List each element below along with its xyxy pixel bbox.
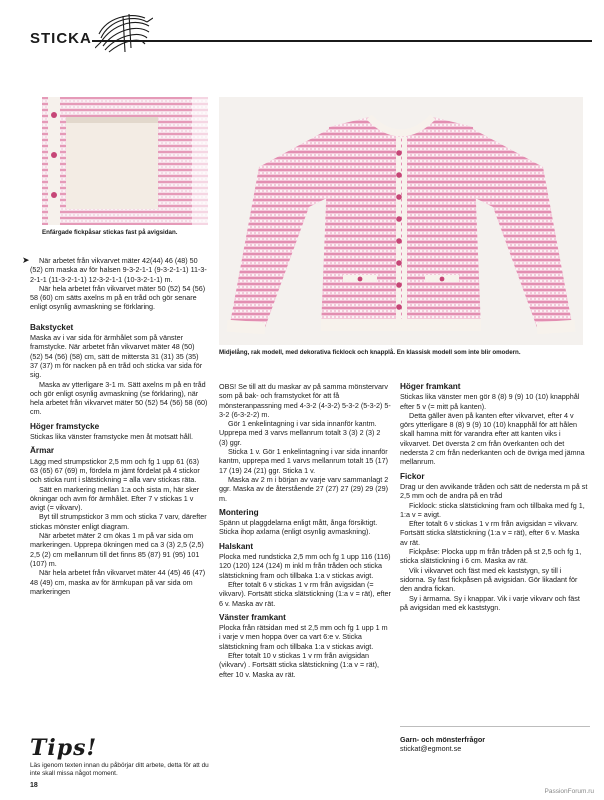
cardigan-photo	[219, 97, 583, 345]
paragraph: Efter totalt 6 v stickas 1 v rm från avigsidan (= vikvarv). Fortsätt sticka slätstickning (1:a v = rät), efter 6 v. Maska av rät.	[219, 579, 391, 608]
header-rule	[92, 40, 592, 42]
paragraph: Fickpåse: Plocka upp m från tråden på st 2,5 och fg 1, sticka slätstickning i 6 cm. Maska av rät.	[400, 547, 582, 566]
paragraph: Plocka från rätsidan med st 2,5 mm och fg 1 upp 1 m i varje v men hoppa över ca vart 6:e v. Sticka slätstickning fram och tillbaka 1:a v stickas avigt.	[219, 623, 388, 651]
tips-title: Tips!	[30, 735, 98, 761]
small-photo-caption: Enfärgade fickpåsar stickas fast på avigsidan.	[42, 229, 178, 236]
watermark: PassionForum.ru	[544, 788, 594, 795]
heading-armar: Ärmar	[30, 446, 55, 456]
page-number: 18	[30, 782, 38, 789]
section-label: STICKA	[30, 30, 92, 47]
paragraph: Sticka 1 v. Gör 1 enkelintagning i var sida innanför kantm, upprepa med 1 varvs mellanrum totalt 15 (17) 17 (19) 24 (21) ggr. Sticka 1 v.	[219, 447, 388, 475]
paragraph: När arbetet mäter 2 cm ökas 1 m på var sida om markeringen. Upprepa ökningen med ca 3 (3) 2,5 (2,5) 2,5 (2) cm mellanrum till det finns 85 (87) 91 (95) 101 (107) m.	[30, 531, 204, 568]
paragraph: Maska av i var sida för ärmhålet som på vänster framstycke. När arbetet från vikvarvet mäter 48 (50) (52) 54 (56) (58) cm, sätt de mittersta 31 (31) 35 (35) 37 (37) m för nacken på en tråd och sticka var sida för sig.	[30, 333, 203, 380]
yarn-skein-icon	[95, 8, 153, 56]
heading-montering: Montering	[219, 507, 259, 517]
paragraph: Detta gäller även på kanten efter vikvarvet, efter 4 v görs ytterligare 8 (8) 9 (9) 10 (10) knapphål för att hålen skall hamna mitt för varandra efter att kanten viks i vikvarvet. Det översta 2 cm från överkanten och det nedersta 2 cm från nederkanten och de övriga med jämna mellanrum.	[400, 410, 585, 467]
heading-hoger-framkant: Höger framkant	[400, 382, 461, 391]
column-2	[219, 382, 391, 679]
column-1	[30, 256, 208, 596]
heading-bakstycket: Bakstycket	[30, 322, 74, 332]
paragraph: Drag ur den avvikande tråden och sätt de nedersta m på st 2,5 mm och de andra på en tråd	[400, 481, 588, 501]
contact-divider	[400, 726, 590, 727]
paragraph: Plocka med rundsticka 2,5 mm och fg 1 upp 116 (116) 120 (120) 124 (124) m inkl m från tråden och sticka slätstickning fram och tillbaka 1:a v stickas avigt.	[219, 552, 391, 580]
paragraph: Sätt en markering mellan 1:a och sista m, här sker ökningar och avm för ärmhålet. Efter 7 v stickas 1 v avigt (= vikvarv).	[30, 484, 200, 513]
paragraph: Vik i vikvarvet och fäst med ek kaststygn, sy till i sidorna. Sy fast fickpåsen på avigsidan. Gör likadant för den andra fickan.	[400, 565, 578, 594]
paragraph: Lägg med strumpstickor 2,5 mm och fg 1 upp 61 (63) 63 (65) 67 (69) m, fördela m jämt fördelat på 4 stickor och sticka runt i slätstickning = alla varv stickas räta.	[30, 456, 200, 485]
contact-block	[400, 735, 590, 754]
paragraph: Stickas lika vänster men gör 8 (8) 9 (9) 10 (10) knapphål efter 5 v (= mitt på kanten).	[400, 392, 580, 411]
pocket-detail-photo	[42, 97, 208, 225]
column-3	[400, 382, 588, 612]
paragraph: Byt till strumpstickor 3 mm och sticka 7 varv, därefter stickas mönster enligt diagram.	[30, 512, 207, 531]
large-photo-caption: Midjelång, rak modell, med dekorativa ficklock och knapplå. En klassisk modell som inte blir omodern.	[219, 349, 521, 356]
heading-vanster-framkant: Vänster framkant	[219, 612, 286, 622]
heading-fickor: Fickor	[400, 471, 425, 481]
paragraph: Efter totalt 10 v stickas 1 v rm från avigsidan (vikvarv) . Fortsätt sticka slätstickning (1:a v = rät), efter 10 v. Maska av rät.	[219, 651, 379, 679]
paragraph: Maska av 2 m i början av varje varv sammanlagt 2 ggr. Maska av de återstående 27 (27) 27 (29) 29 (29) m.	[219, 474, 389, 503]
contact-email[interactable]: stickat@egmont.se	[400, 744, 462, 754]
paragraph: När hela arbetet från vikvarvet mäter 50 (52) 54 (56) 58 (60) cm sätts axelns m på en tråd och gör senare enligt osynlig avmaskning se förklaring.	[30, 283, 206, 312]
paragraph: Sy i ärmarna. Sy i knappar. Vik i varje vikvarv och fäst på avigsidan med ek kaststygn.	[400, 593, 580, 612]
heading-hoger-framstycke: Höger framstycke	[30, 421, 100, 431]
paragraph: Gör 1 enkelintagning i var sida innanför kantm. Upprepa med 3 varvs mellanrum totalt 3 (3) 2 (3) 2 (3) ggr.	[219, 419, 381, 447]
paragraph: När arbetet från vikvarvet mäter 42(44) 46 (48) 50 (52) cm maska av för halsen 9-3-2-1-1 (9-3-2-1-1) 11-3-2-1-1 (11-3-2-1-1) 12-3-2-1-1 (10-3-2-1-1) m.	[30, 256, 207, 284]
paragraph: Ficklock: sticka slätstickning fram och tillbaka med fg 1, 1:a v = avigt.	[400, 500, 585, 519]
contact-title: Garn- och mönsterfrågor	[400, 735, 486, 744]
paragraph: Maska av ytterligare 3-1 m. Sätt axelns m på en tråd och gör enligt osynlig avmaskning (se förklaring), när hela arbetet från vikvarvet mäter 50 (52) 54 (56) 58 (60) cm.	[30, 379, 208, 417]
continue-arrow-icon: ➤	[22, 255, 30, 265]
tips-text: Läs igenom texten innan du påbörjar ditt arbete, detta för att du inte skall missa något moment.	[30, 762, 209, 777]
paragraph: Spänn ut plaggdelarna enligt mått, ånga försiktigt. Sticka ihop axlarna (enligt osynlig avmaskning).	[219, 518, 378, 537]
paragraph: När hela arbetet från vikvarvet mäter 44 (45) 46 (47) 48 (49) cm, maska av för ärmkupan på var sida om markeringen	[30, 568, 206, 596]
heading-halskant: Halskant	[219, 541, 254, 551]
paragraph: OBS! Se till att du maskar av på samma mönstervarv som på bak- och framstycket för att få mönsteranpassning med 4-3-2 (4-3-2) 5-3-2 (5-3-2) 5-3-2 (6-3-2-2) m.	[219, 382, 391, 419]
paragraph: Stickas lika vänster framstycke men åt motsatt håll.	[30, 432, 193, 442]
paragraph: Efter totalt 6 v stickas 1 v rm från avigsidan = vikvarv. Fortsätt sticka slätstickning (1:a v = rät), efter 6 v. Maska av rät.	[400, 519, 580, 547]
